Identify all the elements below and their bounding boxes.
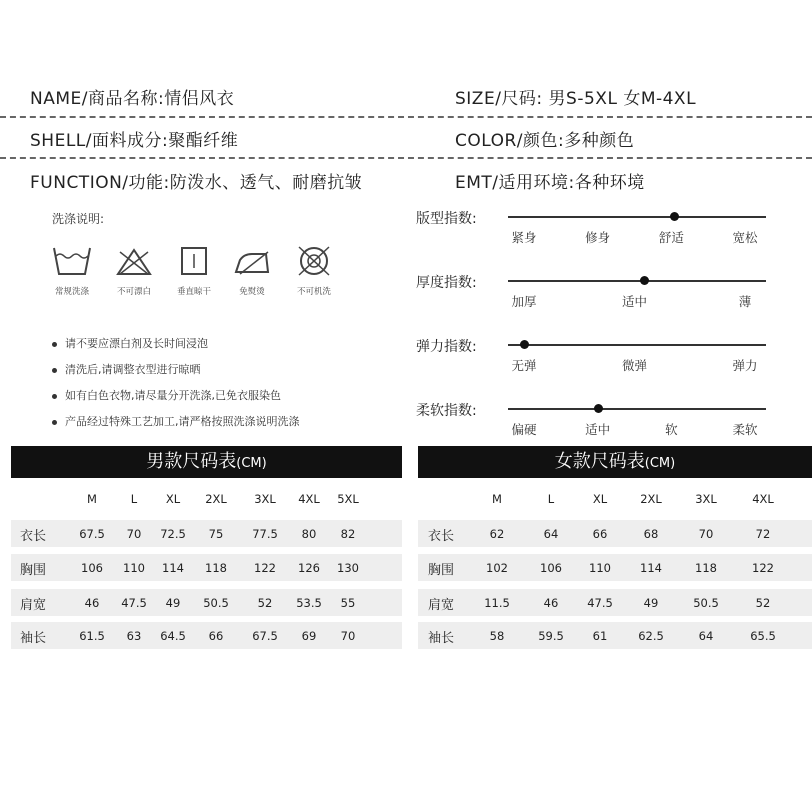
wash-title: 洗涤说明: [52, 212, 105, 226]
size-header: 3XL [695, 492, 717, 506]
table-cell: 64.5 [160, 629, 186, 643]
table-cell: 46 [84, 596, 100, 610]
size-header: 2XL [205, 492, 227, 506]
table-cell: 55 [340, 596, 356, 610]
bullet-icon [52, 342, 57, 347]
row-label: 衣长 [428, 529, 455, 544]
product-size: SIZE/尺码: 男S-5XL 女M-4XL [455, 89, 697, 109]
no-iron-icon [232, 244, 272, 278]
divider [0, 157, 812, 159]
hang-dry-icon [174, 244, 214, 278]
table-cell: 102 [486, 561, 508, 575]
table-cell: 52 [755, 596, 771, 610]
index-tick-label: 无弹 [511, 358, 537, 373]
wash-note [52, 387, 281, 403]
index-label: 弹力指数: [416, 339, 477, 355]
wash-label: 不可漂白 [116, 287, 151, 297]
table-cell: 59.5 [538, 629, 564, 643]
table-cell: 62 [489, 527, 505, 541]
index-label: 厚度指数: [416, 275, 477, 291]
size-header: L [130, 492, 138, 506]
table-cell: 122 [752, 561, 774, 575]
table-cell: 58 [489, 629, 505, 643]
table-cell: 61 [592, 629, 608, 643]
table-cell: 80 [301, 527, 317, 541]
product-emt: EMT/适用环境:各种环境 [455, 173, 645, 193]
wash-note-text: 产品经过特殊工艺加工,请严格按照洗涤说明洗涤 [65, 415, 300, 428]
wash-note-text: 请不要应漂白剂及长时间浸泡 [65, 337, 208, 350]
row-label: 胸围 [428, 563, 455, 578]
wash-label: 免熨烫 [239, 287, 265, 297]
index-tick-label: 弹力 [732, 358, 758, 373]
size-header: 4XL [752, 492, 774, 506]
table-cell: 114 [162, 561, 184, 575]
bullet-icon [52, 394, 57, 399]
table-cell: 47.5 [587, 596, 613, 610]
index-scale-line [508, 280, 766, 282]
table-cell: 75 [208, 527, 224, 541]
table-cell: 67.5 [79, 527, 105, 541]
table-cell: 126 [298, 561, 320, 575]
index-tick-label: 微弹 [621, 358, 648, 373]
table-cell: 72 [755, 527, 771, 541]
table-cell: 46 [543, 596, 559, 610]
no-bleach-icon [114, 244, 154, 278]
wash-label: 不可机洗 [296, 287, 331, 297]
table-cell: 66 [208, 629, 224, 643]
table-cell: 49 [643, 596, 659, 610]
index-scale-line [508, 408, 766, 410]
row-label: 袖长 [428, 631, 455, 646]
size-header: 4XL [298, 492, 320, 506]
index-marker [520, 340, 529, 349]
table-cell: 70 [340, 629, 356, 643]
table-cell: 70 [698, 527, 714, 541]
divider [0, 116, 812, 118]
table-cell: 82 [340, 527, 356, 541]
table-cell: 106 [81, 561, 103, 575]
index-scale-line [508, 344, 766, 346]
table-cell: 11.5 [484, 596, 510, 610]
size-header: M [492, 492, 502, 506]
product-function: FUNCTION/功能:防泼水、透气、耐磨抗皱 [30, 173, 363, 193]
index-scale-line [508, 216, 766, 218]
table-cell: 49 [165, 596, 181, 610]
size-header: M [87, 492, 97, 506]
bullet-icon [52, 368, 57, 373]
table-row [418, 589, 812, 616]
size-header: 2XL [640, 492, 662, 506]
table-cell: 68 [643, 527, 659, 541]
table-cell: 130 [337, 561, 359, 575]
index-label: 柔软指数: [416, 403, 477, 419]
index-tick-label: 适中 [621, 294, 648, 309]
index-tick-label: 薄 [738, 294, 752, 309]
women-table-title-text: 女款尺码表 [554, 451, 645, 472]
size-header: XL [592, 492, 608, 506]
row-label: 衣长 [20, 529, 47, 544]
index-tick-label: 适中 [585, 422, 611, 437]
table-cell: 47.5 [121, 596, 147, 610]
size-header: L [547, 492, 555, 506]
table-cell: 69 [301, 629, 317, 643]
table-cell: 67.5 [252, 629, 278, 643]
index-tick-label: 加厚 [511, 294, 537, 309]
men-table-unit: (CM) [236, 456, 267, 471]
table-row [418, 520, 812, 547]
table-cell: 72.5 [160, 527, 186, 541]
wash-note-text: 如有白色衣物,请尽量分开洗涤,已免衣服染色 [65, 389, 281, 402]
table-cell: 53.5 [296, 596, 322, 610]
table-cell: 110 [589, 561, 611, 575]
wash-label: 垂直晾干 [176, 287, 211, 297]
table-cell: 122 [254, 561, 276, 575]
table-cell: 50.5 [203, 596, 229, 610]
table-cell: 106 [540, 561, 562, 575]
product-name: NAME/商品名称:情侣风衣 [30, 89, 235, 109]
table-cell: 61.5 [79, 629, 105, 643]
no-machine-wash-icon [294, 244, 334, 278]
table-cell: 110 [123, 561, 145, 575]
table-cell: 77.5 [252, 527, 278, 541]
index-tick-label: 偏硬 [511, 422, 537, 437]
women-table-unit: (CM) [644, 456, 676, 471]
table-cell: 64 [543, 527, 559, 541]
product-color: COLOR/颜色:多种颜色 [455, 131, 635, 151]
index-tick-label: 软 [665, 422, 678, 437]
row-label: 胸围 [20, 563, 47, 578]
women-table-title [418, 446, 812, 478]
index-tick-label: 紧身 [511, 230, 537, 245]
table-cell: 64 [698, 629, 714, 643]
bullet-icon [52, 420, 57, 425]
row-label: 肩宽 [20, 598, 47, 613]
index-tick-label: 柔软 [732, 422, 758, 437]
product-shell: SHELL/面料成分:聚酯纤维 [30, 131, 239, 151]
wash-note-text: 清洗后,请调整衣型进行晾晒 [65, 363, 201, 376]
index-marker [670, 212, 679, 221]
row-label: 袖长 [20, 631, 47, 646]
table-cell: 66 [592, 527, 608, 541]
index-tick-label: 修身 [585, 230, 611, 245]
index-tick-label: 舒适 [658, 230, 684, 245]
men-table-title [11, 446, 402, 478]
size-header: 3XL [254, 492, 276, 506]
index-marker [594, 404, 603, 413]
table-cell: 118 [205, 561, 227, 575]
men-table-title-text: 男款尺码表 [146, 451, 237, 472]
table-cell: 50.5 [693, 596, 719, 610]
wash-label: 常规洗涤 [54, 287, 89, 297]
size-header: XL [165, 492, 181, 506]
row-label: 肩宽 [428, 598, 455, 613]
wash-note [52, 413, 300, 429]
table-cell: 62.5 [638, 629, 664, 643]
table-cell: 114 [640, 561, 662, 575]
index-marker [640, 276, 649, 285]
table-cell: 63 [126, 629, 142, 643]
wash-basin-icon [52, 244, 92, 278]
wash-note [52, 361, 201, 377]
table-cell: 70 [126, 527, 142, 541]
table-cell: 65.5 [750, 629, 776, 643]
wash-note [52, 335, 208, 351]
table-cell: 118 [695, 561, 717, 575]
size-header: 5XL [337, 492, 359, 506]
table-cell: 52 [257, 596, 273, 610]
index-label: 版型指数: [416, 211, 477, 227]
index-tick-label: 宽松 [732, 230, 758, 245]
